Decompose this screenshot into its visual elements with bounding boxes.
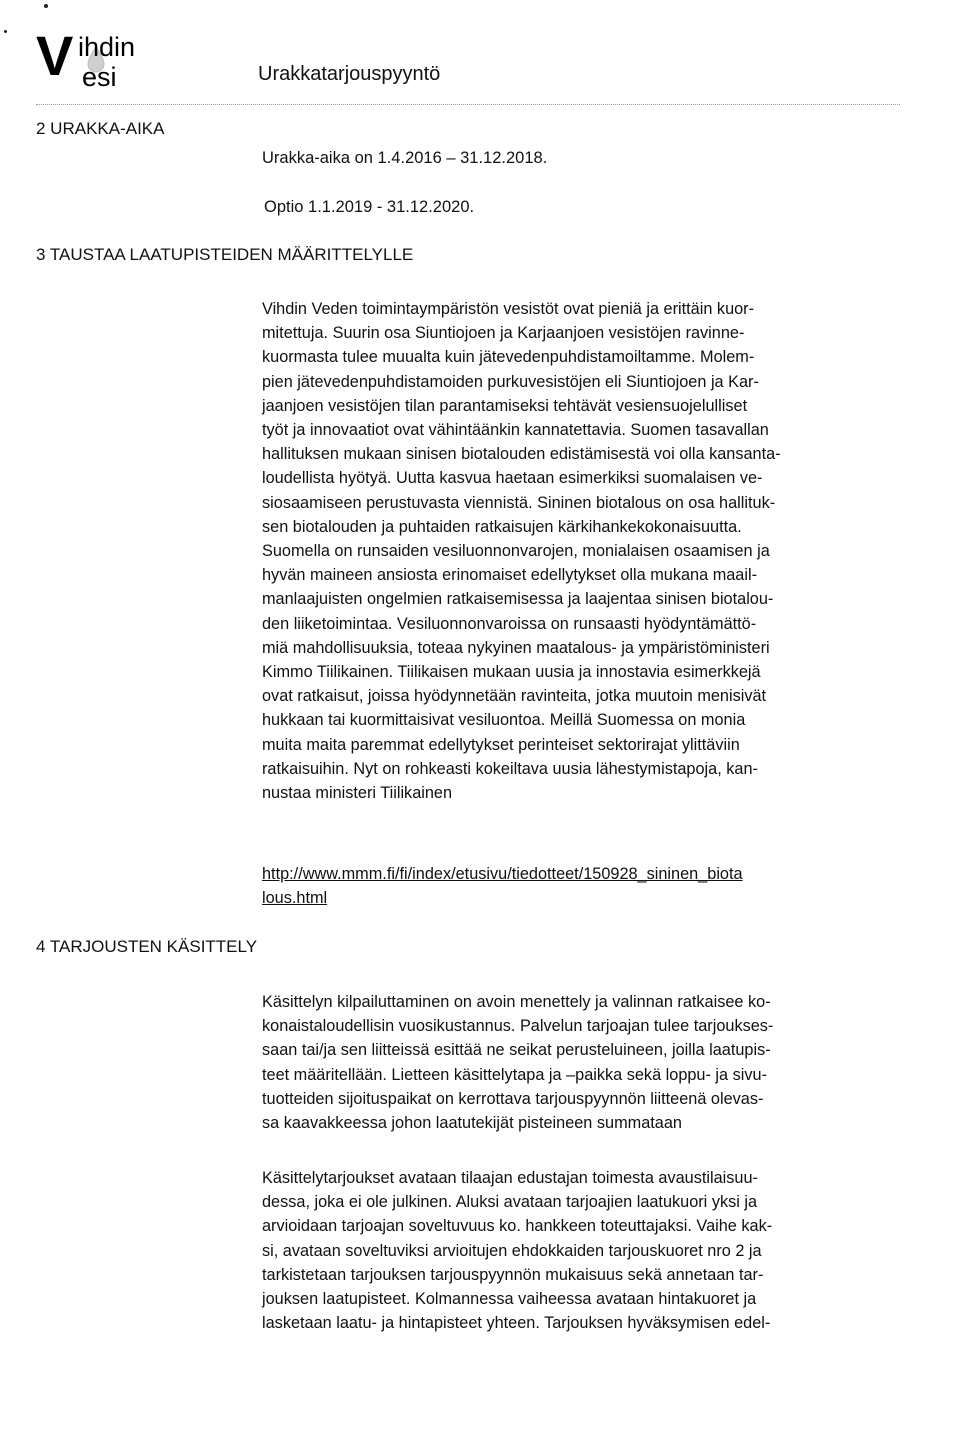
option-period-text: Optio 1.1.2019 - 31.12.2020. (264, 198, 475, 216)
paragraph-line: jouksen laatupisteet. Kolmannessa vaiheessa avataan hintakuoret ja (262, 1290, 757, 1309)
paragraph-line: saan tai/ja sen liitteissä esittää ne seikat perusteluineen, joilla laatupis- (262, 1041, 771, 1060)
section-3-heading: 3 TAUSTAA LAATUPISTEIDEN MÄÄRITTELYLLE (36, 245, 414, 264)
section-4-paragraph-2 (262, 1166, 884, 1335)
paragraph-line: työt ja innovaatiot ovat vähintäänkin kannatettavia. Suomen tasavallan (262, 421, 769, 440)
paragraph-line: manlaajuisten ongelmien ratkaisemisessa ja laajentaa sinisen biotalou- (262, 590, 774, 609)
paragraph-line: loudellista hyötyä. Uutta kasvua haetaan esimerkiksi suomalaisen ve- (262, 469, 763, 488)
logo-word-2: esi (82, 62, 117, 92)
scan-speck (44, 4, 48, 8)
header-divider (36, 104, 900, 105)
paragraph-line: tuotteiden sijoituspaikat on kerrottava tarjouspyynnön liitteenä olevas- (262, 1089, 764, 1108)
paragraph-line: konaistaloudellisin vuosikustannus. Palvelun tarjoajan tulee tarjoukses- (262, 1017, 774, 1036)
paragraph-line: teet määritellään. Lietteen käsittelytapa ja –paikka sekä loppu- ja sivu- (262, 1065, 768, 1084)
paragraph-line: hallituksen mukaan sinisen biotalouden edistämisestä voi olla kansanta- (262, 445, 781, 464)
paragraph-line: sen biotalouden ja puhtaiden ratkaisujen kärkihankekokonaisuutta. (262, 517, 742, 536)
paragraph-line: tarkistetaan tarjouksen tarjouspyynnön mukaisuus sekä annetaan tar- (262, 1265, 764, 1284)
paragraph-line: Käsittelytarjoukset avataan tilaajan edustajan toimesta avaustilaisuu- (262, 1169, 758, 1187)
paragraph-line: sa kaavakkeessa johon laatutekijät pisteineen summataan (262, 1114, 682, 1133)
source-link-line-2[interactable]: lous.html (262, 889, 328, 907)
paragraph-line: lasketaan laatu- ja hintapisteet yhteen. Tarjouksen hyväksymisen edel- (262, 1314, 771, 1333)
contract-period-text: Urakka-aika on 1.4.2016 – 31.12.2018. (262, 149, 548, 167)
section-4-heading: 4 TARJOUSTEN KÄSITTELY (36, 937, 258, 956)
paragraph-line: ovat ratkaisut, joissa hyödynnetään ravinteita, jotka muutoin menisivät (262, 687, 767, 706)
section-3-paragraph (262, 297, 884, 805)
section-2-heading: 2 URAKKA-AIKA (36, 119, 165, 138)
paragraph-line: ratkaisuihin. Nyt on rohkeasti kokeiltava uusia lähestymistapoja, kan- (262, 759, 758, 778)
paragraph-line: hukkaan tai kuormittaisivat vesiluontoa. Meillä Suomessa on monia (262, 711, 746, 730)
paragraph-line: kuormasta tulee muualta kuin jätevedenpuhdistamoiltamme. Molem- (262, 348, 755, 367)
source-link[interactable] (262, 862, 743, 910)
document-title: Urakkatarjouspyyntö (258, 63, 441, 85)
paragraph-line: Kimmo Tiilikainen. Tiilikaisen mukaan uusia ja innostavia esimerkkejä (262, 663, 761, 682)
paragraph-line: pien jätevedenpuhdistamoiden purkuvesistöjen eli Siuntiojoen ja Kar- (262, 372, 759, 391)
paragraph-line: muita maita paremmat edellytykset perinteiset sektorirajat ylittäviin (262, 735, 740, 754)
scan-speck (4, 30, 7, 33)
paragraph-line: si, avataan soveltuviksi arvioitujen ehdokkaiden tarjouskuoret nro 2 ja (262, 1241, 762, 1260)
paragraph-line: mitettuja. Suurin osa Siuntiojoen ja Karjaanjoen vesistöjen ravinne- (262, 324, 745, 343)
paragraph-line: Suomella on runsaiden vesiluonnonvarojen, monialaisen osaamisen ja (262, 542, 770, 561)
company-logo (36, 24, 156, 96)
paragraph-line: nustaa ministeri Tiilikainen (262, 784, 453, 803)
paragraph-line: Käsittelyn kilpailuttaminen on avoin menettely ja valinnan ratkaisee ko- (262, 993, 771, 1011)
paragraph-line: miä mahdollisuuksia, toteaa nykyinen maatalous- ja ympäristöministeri (262, 638, 770, 657)
paragraph-line: hyvän maineen ansiosta erinomaiset edellytykset olla mukana maail- (262, 566, 758, 585)
source-link-line-1[interactable]: http://www.mmm.fi/fi/index/etusivu/tiedotteet/150928_sininen_biota (262, 865, 743, 883)
paragraph-line: Vihdin Veden toimintaympäristön vesistöt ovat pieniä ja erittäin kuor- (262, 300, 755, 318)
paragraph-line: arvioidaan tarjoajan soveltuvuus ko. hankkeen toteuttajaksi. Vaihe kak- (262, 1217, 773, 1236)
section-4-paragraph-1 (262, 990, 884, 1135)
logo-word-1: ihdin (78, 32, 136, 62)
logo-letter: V (36, 24, 74, 87)
paragraph-line: jaanjoen vesistöjen tilan parantamiseksi tehtävät vesiensuojelulliset (262, 396, 748, 415)
paragraph-line: den liiketoimintaa. Vesiluonnonvaroissa on runsaasti hyödyntämättö- (262, 614, 757, 633)
paragraph-line: dessa, joka ei ole julkinen. Aluksi avataan tarjoajien laatukuori yksi ja (262, 1193, 758, 1212)
paragraph-line: siosaamiseen perustuvasta viennistä. Sininen biotalous on osa hallituk- (262, 493, 776, 512)
